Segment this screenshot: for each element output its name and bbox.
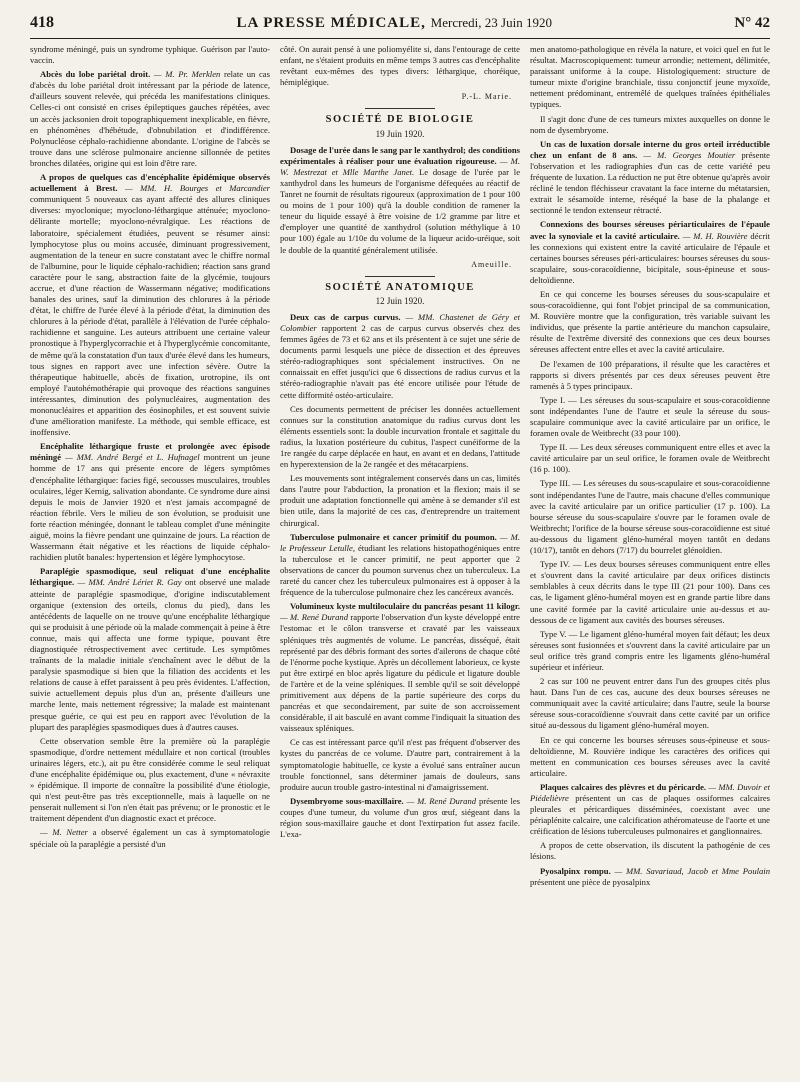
header-rule — [30, 38, 770, 39]
column-1 — [30, 44, 270, 1076]
paragraph: men anatomo-pathologique en révéla la nature, et voici quel en fut le résultat. Macroscopiquement: tumeur arrondie; nettement, délimitée, paraissant uniforme à la coupe. Histologiquement: structure de tumeur mixte d'origine branchiale, tissu conjonctif jeune myxoïde, nettement prédominant, entremêlé de quelques traînées épithéliales typiques. — [530, 44, 770, 110]
column-3 — [530, 44, 770, 1076]
article-bourses-sereuses — [530, 219, 770, 286]
article-encephalite-fruste — [30, 441, 270, 563]
paragraph: syndrome méningé, puis un syndrome typhique. Guérison par l'auto-vaccin. — [30, 44, 270, 66]
paragraph: 2 cas sur 100 ne peuvent entrer dans l'un des groupes cités plus haut. Dans l'un de ces cas, aucune des deux bourses séreuses ne communiquait avec la cavité articulaire; dans l'autre, seule la bourse séreuse sous-coracoïdienne s'ouvrait dans cette cavité par un orifice situé au-dessous du ligament gléno-huméral moyen. — [530, 676, 770, 731]
signature: Ameuille. — [471, 259, 512, 269]
article-text: relate un cas d'abcès du lobe pariétal droit intéressant par la période de latence, d'ailleurs souvent relevée, qui précéda les manifestations cliniques. Celles-ci ont consisté en crises épileptiques gauches répétées, avec un accès jacksonien droit topographiquement inexplicable, en fièvre, en phénomènes d'hébétude, d'obnubilation et d'indifférence. Polynucléose céphalo-rachidienne abondante. L'origine de l'abcès se trouve dans une sclérose pulmonaire ancienne sillonnée de petites bronches dilatées, origine qui est loin d'être rare. — [30, 69, 270, 168]
article-title: Deux cas de carpus curvus. — [290, 311, 401, 322]
paragraph: En ce qui concerne les bourses séreuses du sous-scapulaire et sous-coracoïdienne, qui font l'objet principal de sa communication, M. Rouvière montre que la configuration, très variable suivant les individus, que présente la partie antérieure du manchon capsulaire, résulte de l'extrême diversité des connexions que ces deux bourses séreuses affectent entre elles et avec la cavité articulaire. — [530, 288, 770, 355]
article-title: Dysembryome sous-maxillaire. — [290, 795, 404, 806]
article-author: — M. H. Rouvière — [682, 230, 748, 241]
article-title: Pyosalpinx rompu. — [540, 865, 611, 876]
page-number: 418 — [30, 14, 54, 31]
masthead — [236, 15, 552, 32]
article-title: Tuberculose pulmonaire et cancer primitif du poumon. — [290, 531, 497, 542]
section-title-biologie: SOCIÉTÉ DE BIOLOGIE — [325, 114, 475, 126]
type-paragraph: Type III. — Les séreuses du sous-scapulaire et sous-coracoïdienne sont indépendantes l'une de l'autre, mais chacune d'elles communique avec la cavité articulaire par un orifice particulier (17 p. 100). La bourse séreuse du sous-scapulaire s'ouvre par le foramen ovale de Weitbrecht; l'orifice de la bourse séreuse sous-coracoïdienne est situé au-dessous du ligament gléno-huméral moyen tantôt en dedans (10/17), tantôt en dehors (7/17) du bourrelet glénoïdien. — [530, 478, 770, 556]
type-paragraph: Type IV. — Les deux bourses séreuses communiquent entre elles et s'ouvrent dans la cavité articulaire par deux orifices distincts semblables à ceux décrits dans le type III (21 pour 100). Dans ces cas, le ligament gléno-huméral moyen est en grande partie libre dans une cavité formée par la cavité articulaire unie au-dessus et au-dessous de ce ligament aux cavités des bourses séreuses. — [530, 559, 770, 625]
article-luxation — [530, 139, 770, 217]
signature: P.-L. Marie. — [461, 92, 512, 102]
paragraph: Ces documents permettent de préciser les données actuellement connues sur la constitution anatomique du radius curvus dont les éléments essentiels sont: la double incurvation frontale et sagittale du radius, la luxation postérieure du cubitus, l'aspect cunéiforme de la 1re rangée du carpe déplacée en haut, en avant et en dedans, l'attitude en hyperextension de la 2e rangée et des métacarpiens. — [280, 403, 520, 470]
article-text: communiquent 5 nouveaux cas ayant affecté des allures cliniques diverses: myoclonique; myoclono-léthargique atténuée; myoclono-délirante mortelle; myoclono-névralgique. Les réactions de laboratoire, spécialement étudiées, peuvent se résumer ainsi: lymphocytose plus ou moins accusée, diminuant progressivement, augmentation de la teneur en sucre constatant avec le chiffre normal de l'albumine, pour le liquide céphalo-rachidien; réaction sans grand caractère pour le sang, abstraction faite de la glycémie, toujours accrue, et d'une réaction de Wassermann négative; modifications banales des urines, sauf la diminution des chlorures à la période d'état, le chiffre de l'urée élevé à la période d'état, la diminution des chlorures à la période d'état, parallèle à l'élévation de l'urée céphalo-rachidienne et sanguine. Les auteurs attribuent une certaine valeur pronostique à l'hyperglycorrachie et à l'hyperglycémie concomitante, de même qu'à la constatation d'un taux d'urée élevé dans les humeurs, tous signes en rapport avec une infection sévère. Outre la thérapeutique habituelle, abcès de fixation, urotropine, ils ont employé l'autohémothérapie qui provoque des réactions sanguines intéressantes, diminution des polynucléaires, augmentation des mononucléaires et apparition des éosinophiles, et est souvent suivie d'une amélioration manifeste. La méthode, qui semble efficace, est inoffensive. — [30, 194, 270, 438]
article-author: — M. W. Mestrezat et Mlle Marthe Janet. — [280, 155, 520, 177]
section-divider — [365, 276, 435, 277]
paragraph: De l'examen de 100 préparations, il résulte que les caractères et rapports si divers présentés par ces deux séreuses peuvent être ramenés à 5 types principaux. — [530, 358, 770, 391]
article-netter — [30, 827, 270, 849]
text-columns — [30, 44, 770, 1076]
article-author: — M. Pr. Merklen — [153, 69, 221, 80]
article-author: — M. le Professeur Letulle, — [280, 531, 520, 553]
type-paragraph: Type V. — Le ligament gléno-huméral moyen fait défaut; les deux séreuses sont fusionnées et s'ouvrent dans la cavité articulaire par un seul orifice très grand compris entre les ligaments gléno-huméral supérieur et inférieur. — [530, 628, 770, 672]
section-divider — [365, 108, 435, 109]
column-2 — [280, 44, 520, 1076]
article-author: — M. René Durand — [406, 795, 477, 806]
article-pyosalpinx — [530, 866, 770, 888]
article-tuberculose — [280, 532, 520, 599]
page-header — [30, 14, 770, 36]
article-title: Dosage de l'urée dans le sang par le xanthydrol; des conditions expérimentales à réaliser pour une évaluation rigoureuse. — [280, 144, 520, 166]
article-author: — M. Georges Moutier — [643, 149, 736, 160]
section-date: 12 Juin 1920. — [375, 295, 425, 306]
article-author: — MM. Savariaud, Jacob et Mme Poulain — [614, 865, 770, 876]
article-text: présente l'observation et les radiographies d'un cas de cette variété peu fréquente de luxation. La réduction ne put être obtenue qu'après avoir récliné le tendon fléchisseur cravatant la face interne du métatarsien, extrait le sésamoïde interne, réséqué la base de la phalange et sectionné le tendon extenseur rétracté. — [530, 149, 770, 216]
section-date: 19 Juin 1920. — [375, 128, 425, 139]
paragraph: Ce cas est intéressant parce qu'il n'est pas fréquent d'observer des kystes du pancréas de ce volume. D'autre part, contrairement à la symptomatologie habituelle, ce kyste a évolué sans entraîner aucun trouble fonctionnel, sans déterminer jamais de douleurs, sans produire aucun trouble gastro-intestinal ni d'amaigrissement. — [280, 737, 520, 792]
article-text: ont observé une malade atteinte de paraplégie spasmodique, d'origine indiscutablement organique (extension des orteils, clonus du pied), dans les antécédents de laquelle on ne trouve qu'une encéphalite léthargique qui se produisit à une période où la malade commençait à peine à être connue, mais qui affecta une forme typique, pouvant être diagnostiquée rétrospectivement avec certitude. Les symptômes traînants de la maladie initiale s'enchaînent avec le début de la paralysie spasmodique si bien que la filiation des accidents et les relations de cause à effet paraissent à peu près évidentes. L'affection, suivie actuellement depuis plus d'un an, présente d'ailleurs une marche lente, mais nettement régressive; la malade est maintenant presque guérie, ce qui est peu en rapport avec l'évolution de la plupart des paraplégies spasmodiques dues à d'autres causes. — [30, 577, 270, 732]
article-text: étudiant les relations histopathogéniques entre la tuberculose et le cancer primitif, ne peut apporter que 2 observations de cancer du poumon survenus chez un tuberculeux. La rareté du cancer chez les tuberculeux pulmonaires est à opposer à la fréquence de la tuberculose pulmonaire chez les cancéreux avancés. — [280, 542, 520, 598]
article-abces — [30, 69, 270, 169]
paragraph: Il s'agit donc d'une de ces tumeurs mixtes auxquelles on donne le nom de dysembryome. — [530, 113, 770, 135]
article-title: A propos de quelques cas d'encéphalite épidémique observés actuellement à Brest. — [30, 172, 270, 194]
article-paraplegie — [30, 566, 270, 732]
article-title: Connexions des bourses séreuses périarticulaires de l'épaule avec la synoviale et la cavité articulaire. — [530, 219, 770, 241]
masthead-title: LA PRESSE MÉDICALE, — [236, 15, 426, 31]
issue-number: N° 42 — [734, 15, 770, 31]
article-text: présentent une pièce de pyosalpinx — [530, 876, 651, 887]
article-text: présente les coupes d'une tumeur, du volume d'un gros œuf, siégeant dans la région sous-maxillaire gauche et dont l'extirpation fut assez facile. L'exa- — [280, 795, 520, 840]
article-author: — MM. André Lériet R. Gay — [77, 577, 182, 588]
article-text: a observé également un cas à symptomatologie spéciale où la paraplégie a persisté d'un — [30, 827, 270, 849]
article-title: Un cas de luxation dorsale interne du gros orteil irréductible chez un enfant de 8 ans. — [530, 138, 770, 160]
article-encephalite-brest — [30, 172, 270, 438]
article-text: rapporte l'observation d'un kyste développé entre l'estomac et le côlon transverse et cravaté par les vaisseaux spléniques très augmentés de volume. Le pancréas, disséqué, était représenté par des débris formant des sortes d'ailerons de chaque côté de l'énorme poche kystique. Après un décollement laborieux, ce kyste put être extirpé en bloc après ligature du pédicule et ligature double de l'artère et de la veine spléniques. Il semble qu'il se soit développé primitivement aux dépens de la partie supérieure des corps du pancréas et que secondairement, par suite de son accroissement considérable, il ait basculé en avant comme l'indiquait la situation des vaisseaux spléniques. — [280, 612, 520, 734]
article-carpus-curvus — [280, 312, 520, 401]
article-title: Volumineux kyste multiloculaire du pancréas pesant 11 kilogr. — [290, 601, 520, 612]
article-title: Plaques calcaires des plèvres et du péricarde. — [540, 781, 707, 792]
issue-date: Mercredi, 23 Juin 1920 — [430, 15, 552, 30]
article-text: montrent un jeune homme de 17 ans qui présente encore de légers symptômes d'encéphalite léthargique: facies figé, secousses musculaires, troubles oculaires, léger Kernig, salivation abondante. Ce syndrome dure ainsi depuis le mois de Janvier 1920 et n'est jamais accompagné de réaction fébrile. Vers le milieu de son évolution, se produisit une forte réaction méningée, donnant le tableau complet d'une méningite aiguë, moins la fièvre pendant une quinzaine de jours. La réaction de Wassermann était négative et les réactions de liquide céphalo-rachidien plutôt banales: hypertension et légère lymphocytose. — [30, 452, 270, 563]
article-title: Encéphalite léthargique fruste et prolongée avec épisode méningé — [30, 441, 270, 463]
article-dysembryome — [280, 796, 520, 840]
article-text: présentent un cas de plaques ossiformes calcaires pleurales et péricardiques disséminées, coexistant avec une périaplénite calcaire, une calcification athéromateuse de l'aorte et une créification de lésions tuberculeuses pulmonaires et ganglionnaires. — [530, 793, 770, 837]
paragraph: Les mouvements sont intégralement conservés dans un cas, limités dans l'autre pour l'abduction, la pronation et la flexion; mais il se produit une adaptation fonctionnelle qui amène à se demander s'il est bien utile, dans la majorité de ces cas, d'entreprendre un traitement chirurgical. — [280, 473, 520, 528]
paragraph: côté. On aurait pensé à une poliomyélite si, dans l'entourage de cette enfant, ne s'étaient produits en même temps 3 autres cas d'encéphalite revêtant eux-mêmes des types divers: léthargique, choréique, hémiplégique. — [280, 44, 520, 88]
article-title: Abcès du lobe pariétal droit. — [40, 69, 151, 80]
paragraph: En ce qui concerne les bourses séreuses sous-épineuse et sous-deltoïdienne, M. Rouvière indique les caractères des orifices qui mettent en communication ces bourses séreuses avec la cavité articulaire. — [530, 734, 770, 778]
section-title-anatomique: SOCIÉTÉ ANATOMIQUE — [325, 281, 475, 293]
article-author: — MM. Chastenet de Géry et Colombier — [280, 311, 520, 333]
article-title: Paraplégie spasmodique, seul reliquat d'une encéphalite léthargique. — [30, 566, 270, 588]
article-kyste-pancreas — [280, 601, 520, 734]
article-author: — MM. Duvoir et Piédelièvre — [530, 781, 770, 803]
article-author: — MM. H. Bourges et Marcandier — [125, 183, 270, 194]
paragraph: A propos de cette observation, ils discutent la pathogénie de ces lésions. — [530, 840, 770, 862]
article-plaques-calcaires — [530, 782, 770, 837]
article-uree — [280, 145, 520, 256]
paragraph: Cette observation semble être la première où la paraplégie spasmodique, d'ordre nettement médullaire et non cortical (troubles urinaires légers, etc.), ait pu être considérée comme le seul reliquat d'une encéphalite épidémique ou, plus exactement, d'une « névraxite » épidémique. Il importe de connaître la possibilité d'une étiologie, qui n'est peut-être pas très exceptionnelle, mais à laquelle on ne penserait nullement si l'on n'en était pas prévenu; or le pronostic et le traitement dépendent d'un diagnostic exact et précoce. — [30, 735, 270, 824]
article-author: — M. René Durand — [280, 612, 348, 623]
type-paragraph: Type I. — Les séreuses du sous-scapulaire et sous-coracoïdienne sont indépendantes l'une de l'autre et seule la séreuse du sous-scapulaire communique avec la cavité articulaire par un orifice, le foramen ovale de Weitbrecht (33 pour 100). — [530, 394, 770, 439]
article-text: décrit les connexions qui existent entre la cavité articulaire de l'épaule et certaines bourses séreuses péri-articulaires: bourses séreuses du sous-scapulaire, sous-coracoïdienne, bicipitale, sous-épineuse et sous-deltoïdienne. — [530, 230, 770, 285]
article-author: — M. Netter — [40, 827, 88, 838]
article-text: rapportent 2 cas de carpus curvus observés chez des femmes âgées de 73 et 62 ans et ils présentent à ce sujet une série de documents parmi lesquels une pièce de dissection et des épreuves stéréo-radiographiques sont spécialement instructives. On ne connaissait en effet jusqu'ici que 6 dissections de radius curvus et la stéréo-radiographie n'avait pas été encore utilisée pour l'étude de cette difformité ostéo-articulaire. — [280, 322, 520, 400]
article-author: — MM. André Bergé et L. Hufnagel — [65, 452, 200, 463]
type-paragraph: Type II. — Les deux séreuses communiquent entre elles et avec la cavité articulaire par un seul orifice, le foramen ovale de Weitbrecht (16 p. 100). — [530, 442, 770, 475]
article-text: Le dosage de l'urée par le xanthydrol dans les humeurs de l'organisme défequées au réactif de Tanret ne fournit de résultats rigoureux (approximation de 1 pour 100 ou moins de 1 pour 100) qu'à la double condition de ramener la teneur du liquide essayé à être voisine de 1/2 gramme par litre et d'employer une quantité de xanthydrol (solution méthylique à 10 pour 100) égale au 1/10e du volume de la liqueur acido-uréique, soit le double de la quantité généralement utilisée. — [280, 166, 520, 255]
